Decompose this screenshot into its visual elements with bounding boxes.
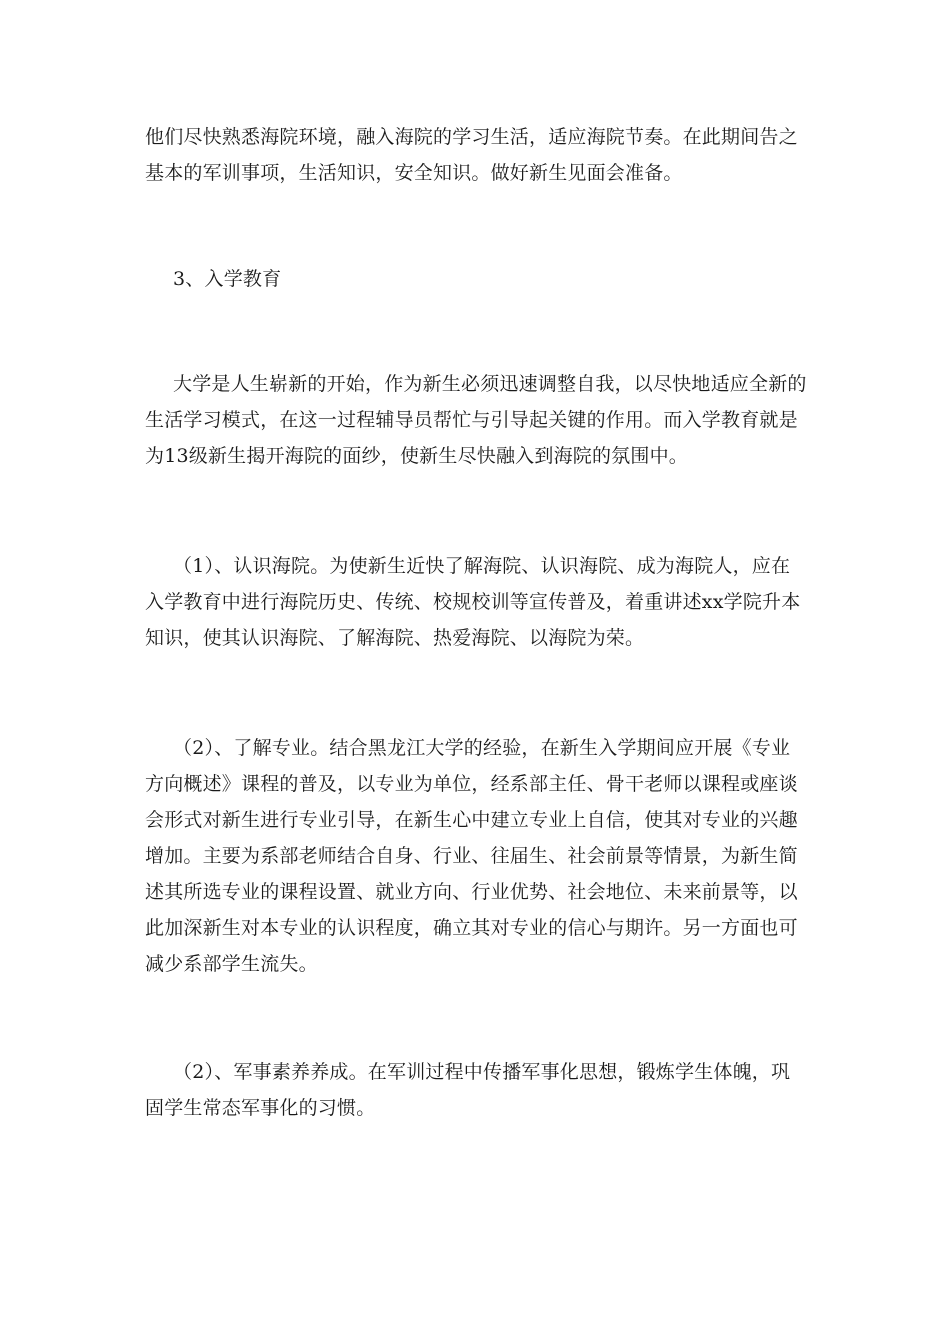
text-line: 减少系部学生流失。	[145, 953, 318, 975]
text-line: 他们尽快熟悉海院环境，融入海院的学习生活，适应海院节奏。在此期间告之	[145, 126, 798, 148]
text-line: 增加。主要为系部老师结合自身、行业、往届生、社会前景等情景，为新生简	[145, 845, 798, 867]
text-line: 知识，使其认识海院、了解海院、热爱海院、以海院为荣。	[145, 627, 645, 649]
section-heading	[145, 261, 810, 297]
text-line: 大学是人生崭新的开始，作为新生必须迅速调整自我，以尽快地适应全新的	[173, 373, 807, 395]
text-line: 基本的军训事项，生活知识，安全知识。做好新生见面会准备。	[145, 162, 683, 184]
paragraph-know-campus	[145, 548, 810, 656]
text-line: （2）、军事素养养成。在军训过程中传播军事化思想，锻炼学生体魄，巩	[173, 1061, 791, 1083]
text-line: 方向概述》课程的普及，以专业为单位，经系部主任、骨干老师以课程或座谈	[145, 773, 798, 795]
text-line: （2）、了解专业。结合黑龙江大学的经验，在新生入学期间应开展《专业	[173, 737, 791, 759]
text-line: 为13级新生揭开海院的面纱，使新生尽快融入到海院的氛围中。	[145, 445, 688, 467]
text-line: 述其所选专业的课程设置、就业方向、行业优势、社会地位、未来前景等，以	[145, 881, 798, 903]
text-line: 生活学习模式，在这一过程辅导员帮忙与引导起关键的作用。而入学教育就是	[145, 409, 798, 431]
text-line: 固学生常态军事化的习惯。	[145, 1097, 376, 1119]
text-line: 此加深新生对本专业的认识程度，确立其对专业的信心与期许。另一方面也可	[145, 917, 798, 939]
paragraph-know-major	[145, 730, 810, 982]
text-line: 会形式对新生进行专业引导，在新生心中建立专业上自信，使其对专业的兴趣	[145, 809, 798, 831]
text-line: （1）、认识海院。为使新生近快了解海院、认识海院、成为海院人，应在	[173, 555, 791, 577]
heading-3-label: 3、入学教育	[173, 268, 282, 290]
paragraph-university-start	[145, 366, 810, 474]
intro-paragraph	[145, 119, 810, 191]
paragraph-military-training	[145, 1054, 810, 1126]
text-line: 入学教育中进行海院历史、传统、校规校训等宣传普及，着重讲述xx学院升本	[145, 591, 801, 613]
